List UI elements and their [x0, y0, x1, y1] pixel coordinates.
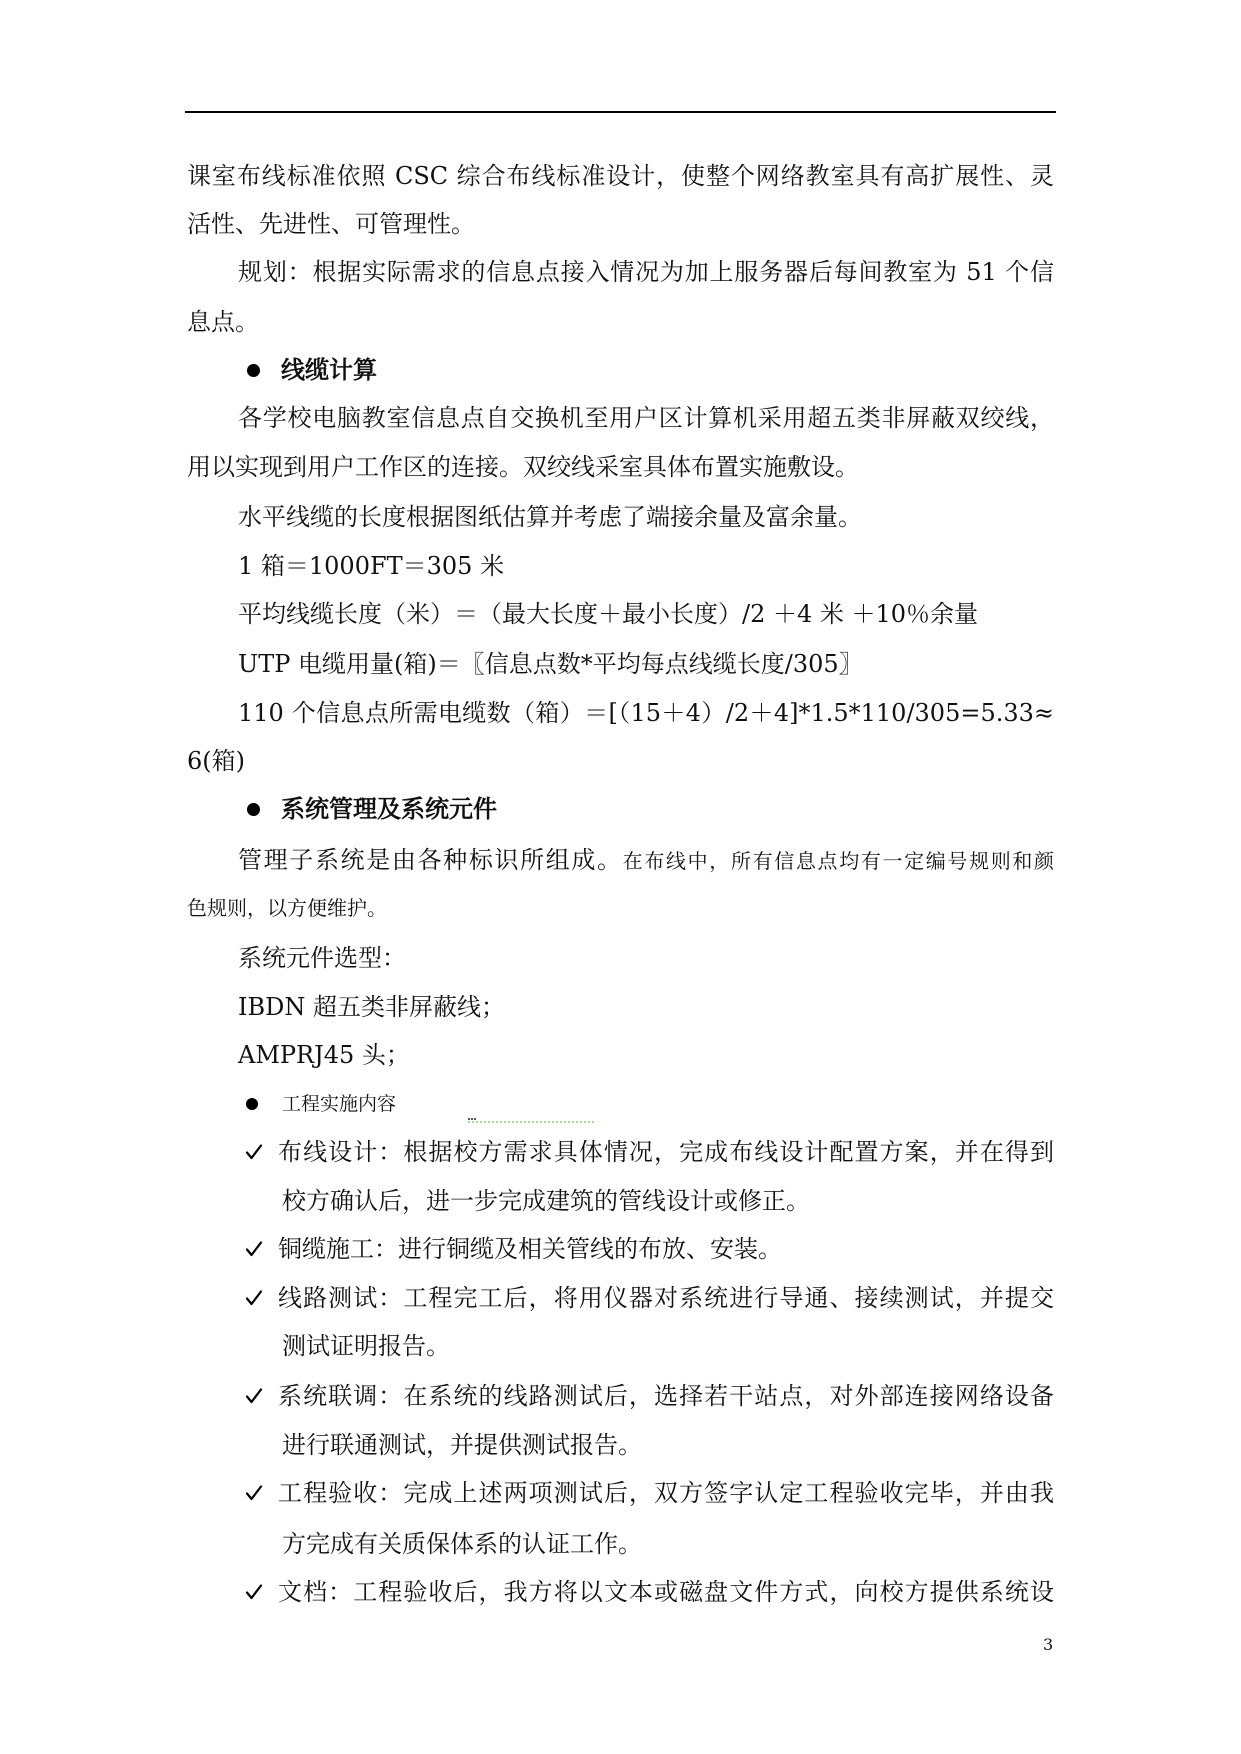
checkmark-icon [245, 1583, 263, 1601]
planning-line-1: 规划：根据实际需求的信息点接入情况为加上服务器后每间教室为 51 个信 [238, 258, 1054, 286]
checkmark-icon [245, 1240, 263, 1258]
checkmark-icon [245, 1143, 263, 1161]
page-number: 3 [1043, 1635, 1054, 1654]
cable-result-line-1: 110 个信息点所需电缆数（箱）＝[（15＋4）/2＋4]*1.5*110/305=5.33≈ [238, 699, 1054, 727]
implementation-item-line: 进行联通测试，并提供测试报告。 [282, 1431, 642, 1459]
formula-utp-usage: UTP 电缆用量(箱)＝〖信息点数*平均每点线缆长度/305〗 [238, 650, 863, 678]
implementation-item-line: 工程验收：完成上述两项测试后，双方签字认定工程验收完毕，并由我 [278, 1479, 1054, 1507]
bullet-icon [246, 1098, 258, 1110]
formula-box-conversion: 1 箱＝1000FT＝305 米 [238, 552, 505, 580]
bullet-icon [247, 803, 260, 816]
cable-length-note: 水平线缆的长度根据图纸估算并考虑了端接余量及富余量。 [238, 503, 862, 531]
implementation-item-line: 测试证明报告。 [282, 1332, 450, 1360]
components-label: 系统元件选型： [238, 944, 406, 972]
management-paragraph-part-a: 管理子系统是由各种标识所组成。 [238, 846, 623, 874]
implementation-item-line: 文档：工程验收后，我方将以文本或磁盘文件方式，向校方提供系统设 [278, 1578, 1054, 1606]
management-paragraph-line-2: 色规则，以方便维护。 [187, 896, 387, 920]
bullet-icon [247, 364, 260, 377]
implementation-item-line: 布线设计：根据校方需求具体情况，完成布线设计配置方案，并在得到 [278, 1138, 1054, 1166]
implementation-item-line: 系统联调：在系统的线路测试后，选择若干站点，对外部连接网络设备 [278, 1382, 1054, 1410]
cable-paragraph-line-1: 各学校电脑教室信息点自交换机至用户区计算机采用超五类非屏蔽双绞线， [238, 404, 1054, 432]
implementation-item-line: 线路测试：工程完工后，将用仪器对系统进行导通、接续测试，并提交 [278, 1284, 1054, 1312]
implementation-item-line: 校方确认后，进一步完成建筑的管线设计或修正。 [282, 1187, 810, 1215]
intro-line-2: 活性、先进性、可管理性。 [187, 210, 475, 238]
cable-paragraph-line-2: 用以实现到用户工作区的连接。双绞线采室具体布置实施敷设。 [187, 453, 859, 481]
formula-average-length: 平均线缆长度（米）＝（最大长度＋最小长度）/2 ＋4 米 ＋10％余量 [238, 600, 979, 628]
intro-line-1: 课室布线标准依照 CSC 综合布线标准设计，使整个网络教室具有高扩展性、灵 [187, 162, 1054, 190]
checkmark-icon [245, 1289, 263, 1307]
checkmark-icon [245, 1387, 263, 1405]
management-paragraph-part-b: 在布线中，所有信息点均有一定编号规则和颜 [622, 849, 1055, 873]
implementation-item-line: 铜缆施工：进行铜缆及相关管线的布放、安装。 [278, 1235, 782, 1263]
cable-result-line-2: 6(箱) [187, 747, 245, 775]
scan-artifact-dots [468, 1121, 594, 1123]
section-heading-management: 系统管理及系统元件 [281, 794, 497, 823]
planning-line-2: 息点。 [187, 308, 259, 336]
implementation-item-line: 方完成有关质保体系的认证工作。 [282, 1530, 642, 1558]
component-item: AMPRJ45 头； [238, 1041, 410, 1069]
component-item: IBDN 超五类非屏蔽线； [238, 993, 505, 1021]
header-rule [185, 111, 1056, 113]
management-paragraph-line-1 [238, 845, 1054, 875]
section-heading-implementation: 工程实施内容 [282, 1093, 397, 1115]
checkmark-icon [245, 1484, 263, 1502]
section-heading-cable: 线缆计算 [281, 355, 377, 384]
scan-artifact-dots [468, 1118, 476, 1120]
